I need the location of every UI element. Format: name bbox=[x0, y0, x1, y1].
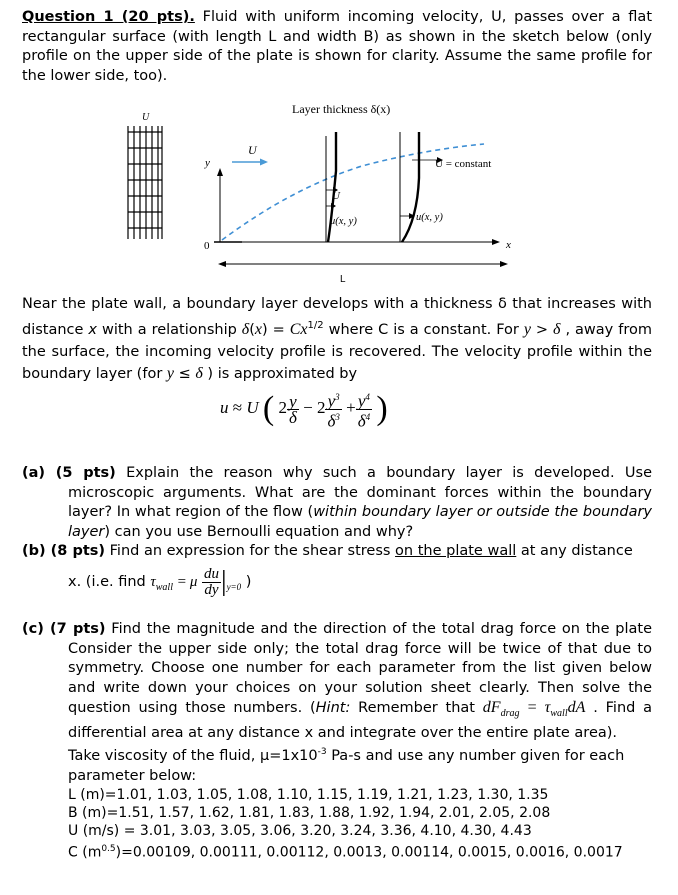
mid-u-label: U bbox=[332, 190, 340, 202]
question-intro-text: Fluid with uniform incoming velocity, U, passes over a flat rectangular surface (with length L and width B) as shown in the sketch below (only profile on the upper side of the plate is shown for clarity. Assume the same profile for the lower side, too). bbox=[22, 9, 653, 84]
part-a-tail: ) can you use Bernoulli equation and why? bbox=[104, 523, 414, 540]
question-intro bbox=[22, 8, 652, 86]
parameter-U: U (m/s) = 3.01, 3.03, 3.05, 3.06, 3.20, 3.24, 3.36, 4.10, 4.30, 4.43 bbox=[68, 823, 532, 840]
part-c-label: (c) (7 pts) bbox=[22, 621, 106, 637]
part-b-label: (b) (8 pts) bbox=[22, 543, 106, 559]
boundary-layer-figure bbox=[122, 96, 542, 294]
origin-label: 0 bbox=[204, 240, 210, 252]
part-b-formula-line: x. (i.e. find $\tau_{wall} = \mu$ $\frac{du}{dy}$ $|_{y=0}$ ) bbox=[68, 565, 252, 598]
question-heading: Question 1 (20 pts). bbox=[22, 9, 195, 25]
boundary-layer-sketch bbox=[122, 96, 542, 294]
part-c-text: Find the magnitude and the direction of the total drag force on the plate Consider the upper side only; the total drag force will be twice of that due to symmetry. Choose one number for each parameter from the list given below and write down your choices on your solution sheet clearly. Then solve the question using those numbers. ( bbox=[68, 621, 652, 716]
velocity-profile-right bbox=[402, 132, 419, 242]
part-a-text: Explain the reason why such a boundary layer is developed. Use microscopic arguments. What are the dominant forces within the boundary layer? In what region of the flow ( bbox=[68, 465, 652, 520]
mid-uxy-label: u(x, y) bbox=[330, 216, 357, 227]
incoming-velocity-label: U bbox=[142, 112, 150, 123]
x-axis-label: x bbox=[506, 239, 511, 251]
parameter-B: B (m)=1.51, 1.57, 1.62, 1.81, 1.83, 1.88, 1.92, 1.94, 2.01, 2.05, 2.08 bbox=[68, 805, 551, 822]
part-b bbox=[22, 542, 652, 598]
figure-title: Layer thickness δ(x) bbox=[292, 102, 391, 116]
part-c-hint: Hint: bbox=[315, 700, 351, 716]
part-c: (c) (7 pts) Find the magnitude and the direction of the total drag force on the plate Consider the upper side only; the total drag force will be twice of that due to symmetry. Choose one number for each parameter from the list given below and write down your choices on your solution sheet clearly. Then solve the question using those numbers. (Hint: Remember that $dF_{drag} = \tau_{wall}dA$ . Find a differential area at any distance x and integrate over the entire plate area). Take viscosity of the fluid, $\mu=1x10^{-3}$ Pa-s and use any number given for each parameter below: L (m)=1.01, 1.03, 1.05, 1.08, 1.10, 1.15, 1.19, 1.21, 1.23, 1.30, 1.35 B (m)=1.51, 1.57, 1.62, 1.81, 1.83, 1.88, 1.92, 1.94, 2.01, 2.05, 2.08 U (m/s) = 3.01, 3.03, 3.05, 3.06, 3.20, 3.24, 3.36, 4.10, 4.30, 4.43 C $(m^{0.5})=0.00109$, 0.00111, 0.00112, 0.0013, 0.00114, 0.0015, 0.0016, 0.0017 bbox=[22, 621, 653, 861]
y-axis-label: y bbox=[205, 157, 210, 169]
u-constant-label: U = constant bbox=[435, 158, 492, 170]
part-a-label: (a) (5 pts) bbox=[22, 465, 116, 481]
part-c-text2: Find a differential area at any distance x and integrate over the entire plate area). bbox=[68, 700, 653, 741]
part-a bbox=[22, 464, 652, 542]
part-a-italic: within boundary layer or outside the boundary layer bbox=[68, 504, 653, 540]
parameter-L: L (m)=1.01, 1.03, 1.05, 1.08, 1.10, 1.15, 1.19, 1.21, 1.23, 1.30, 1.35 bbox=[68, 787, 549, 804]
velocity-profile-equation: u ≈ U ( 2 $\frac{y}{\delta}$ − 2 $\frac{y^3}{\delta^3}$ + $\frac{y^4}{\delta^4}$ ) bbox=[220, 390, 388, 431]
right-uxy-label: u(x, y) bbox=[416, 212, 443, 223]
part-b-tail: at any distance bbox=[520, 543, 633, 559]
boundary-layer-description: Near the plate wall, a boundary layer develops with a thickness δ that increases with distance x with a relationship $\delta(x) = Cx^{1/2}$ where C is a constant. For y > δ , away from the surface, the incoming velocity profile is recovered. The velocity profile within the boundary layer (for y ≤ δ ) is approximated by bbox=[22, 296, 652, 382]
length-label: L bbox=[340, 274, 346, 285]
part-b-text: Find an expression for the shear stress bbox=[109, 543, 391, 559]
part-b-underlined: on the plate wall bbox=[395, 543, 517, 559]
incoming-flow-arrows bbox=[128, 126, 162, 239]
parameter-C: C $(m^{0.5})=0.00109$, 0.00111, 0.00112, 0.0013, 0.00114, 0.0015, 0.0016, 0.0017 bbox=[68, 844, 623, 861]
parameter-list bbox=[22, 786, 652, 862]
freestream-u-label: U bbox=[248, 143, 257, 157]
